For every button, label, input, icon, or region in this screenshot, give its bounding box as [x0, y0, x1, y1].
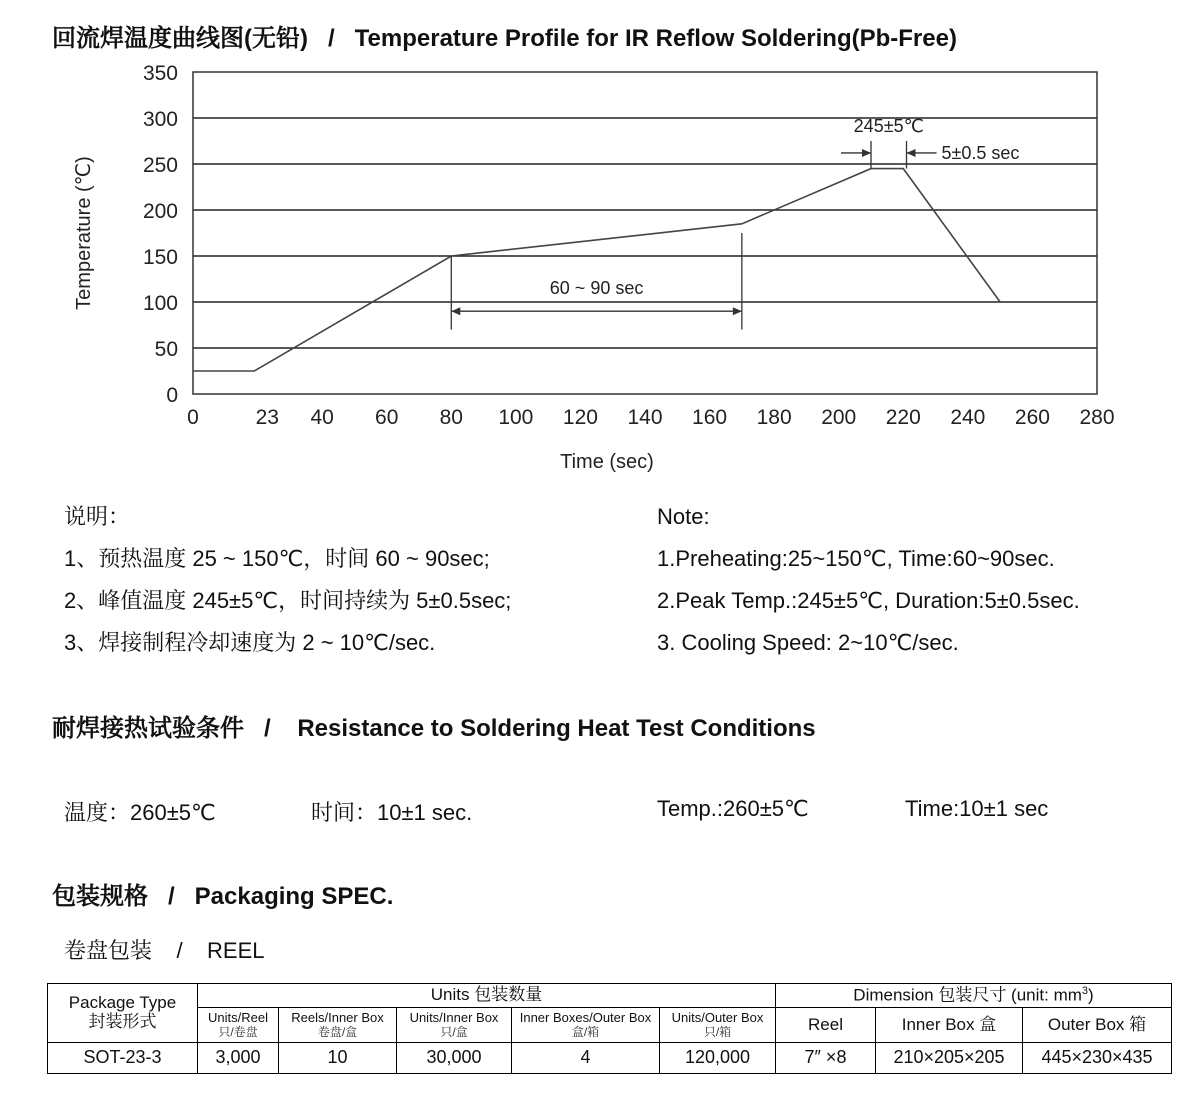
x-axis-label: Time (sec)	[560, 451, 654, 473]
test-temp-cn: 温度：260±5℃	[64, 800, 216, 825]
header-inner-box-dim: Inner Box 盒	[876, 1008, 1023, 1043]
cell-reel-dim: 7″ ×8	[776, 1043, 876, 1074]
preheat-arrowhead-left	[451, 307, 460, 315]
x-tick-label: 240	[950, 406, 986, 429]
x-tick-label: 180	[756, 406, 792, 429]
x-tick-label: 60	[375, 406, 399, 429]
table-header-row	[48, 984, 1172, 1008]
section-title-heat-test: 耐焊接热试验条件 / Resistance to Soldering Heat Test Conditions	[52, 715, 816, 742]
y-tick-label: 250	[142, 154, 178, 177]
header-dimension: Dimension 包装尺寸 (unit: $mm^3$)	[776, 984, 1172, 1008]
header-units-inner-box: Units/Inner Box 只/盒	[397, 1008, 512, 1043]
x-tick-label: 40	[310, 406, 334, 429]
notes-chinese	[64, 496, 511, 664]
notes-en-item: 1.Preheating:25~150℃, Time:60~90sec.	[657, 546, 1055, 571]
temperature-profile-line	[193, 169, 1000, 371]
peak-duration-label: 5±0.5 sec	[941, 142, 1020, 163]
cell-units-reel: 3,000	[198, 1043, 279, 1074]
notes-english	[657, 496, 1080, 664]
x-tick-label: 260	[1014, 406, 1050, 429]
header-outer-box-dim: Outer Box 箱	[1023, 1008, 1172, 1043]
x-tick-label: 0	[187, 406, 199, 429]
header-units: Units 包装数量	[198, 984, 776, 1008]
x-tick-label: 140	[627, 406, 663, 429]
preheat-arrowhead-right	[733, 307, 742, 315]
packaging-table	[47, 983, 1172, 1074]
header-reel-dim: Reel	[776, 1008, 876, 1043]
y-tick-label: 150	[142, 246, 178, 269]
notes-en-item: 3. Cooling Speed: 2~10℃/sec.	[657, 630, 959, 655]
reflow-profile-chart	[0, 0, 1200, 490]
y-tick-label: 350	[142, 62, 178, 85]
notes-cn-item: 3、焊接制程冷却速度为 2 ~ 10℃/sec.	[64, 630, 436, 655]
cell-package: SOT-23-3	[48, 1043, 198, 1074]
cell-outer-dim: 445×230×435	[1023, 1043, 1172, 1074]
cell-units-inner: 30,000	[397, 1043, 512, 1074]
x-tick-label: 160	[692, 406, 728, 429]
header-inner-outer-box: Inner Boxes/Outer Box 盒/箱	[512, 1008, 660, 1043]
test-temp-en: Temp.:260±5℃	[657, 796, 809, 821]
header-units-outer-box: Units/Outer Box 只/箱	[660, 1008, 776, 1043]
y-tick-label: 200	[142, 200, 178, 223]
test-time-cn: 时间：10±1 sec.	[311, 800, 473, 825]
x-tick-labels	[187, 406, 1114, 429]
header-package-type: Package Type 封装形式	[48, 984, 198, 1043]
notes-cn-item: 2、峰值温度 245±5℃，时间持续为 5±0.5sec;	[64, 588, 512, 613]
peak-arrowhead-right	[907, 149, 916, 157]
table-subheader-row	[48, 1008, 1172, 1043]
y-tick-label: 50	[154, 338, 178, 361]
x-tick-label: 80	[439, 406, 463, 429]
header-units-reel: Units/Reel 只/卷盘	[198, 1008, 279, 1043]
cell-reels-inner: 10	[279, 1043, 397, 1074]
notes-en-item: 2.Peak Temp.:245±5℃, Duration:5±0.5sec.	[657, 588, 1080, 613]
y-tick-label: 0	[166, 384, 178, 407]
packaging-subtitle: 卷盘包装 / REEL	[64, 938, 265, 963]
notes-en-heading: Note:	[657, 504, 710, 529]
y-tick-label: 100	[142, 292, 178, 315]
cell-units-outer: 120,000	[660, 1043, 776, 1074]
preheat-duration-label: 60 ~ 90 sec	[549, 278, 644, 299]
peak-arrowhead-left	[862, 149, 871, 157]
x-tick-label: 120	[562, 406, 598, 429]
table-row	[48, 1043, 1172, 1074]
x-tick-label: 200	[821, 406, 857, 429]
y-tick-label: 300	[142, 108, 178, 131]
header-reels-inner-box: Reels/Inner Box 卷盘/盒	[279, 1008, 397, 1043]
notes-cn-heading: 说明：	[64, 504, 131, 529]
x-tick-label: 220	[885, 406, 921, 429]
x-tick-label: 100	[498, 406, 534, 429]
y-axis-label: Temperature (℃)	[73, 156, 95, 310]
cell-inner-outer: 4	[512, 1043, 660, 1074]
test-time-en: Time:10±1 sec	[905, 796, 1049, 821]
y-tick-labels	[143, 62, 178, 407]
plot-frame	[193, 72, 1097, 394]
cell-inner-dim: 210×205×205	[876, 1043, 1023, 1074]
peak-temp-label: 245±5℃	[853, 115, 924, 136]
section-title-reflow: 回流焊温度曲线图(无铅) / Temperature Profile for IR Reflow Soldering(Pb-Free)	[52, 25, 957, 52]
section-title-packaging: 包装规格 / Packaging SPEC.	[52, 883, 394, 910]
x-tick-label: 23	[255, 406, 279, 429]
x-tick-label: 280	[1079, 406, 1115, 429]
notes-cn-item: 1、预热温度 25 ~ 150℃，时间 60 ~ 90sec;	[64, 546, 490, 571]
